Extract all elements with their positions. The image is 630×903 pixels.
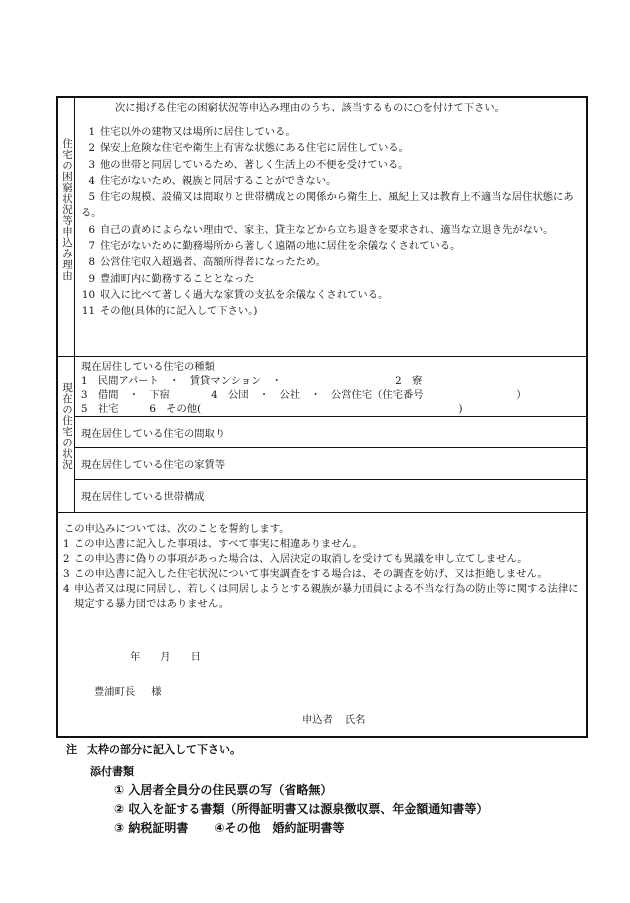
applicant-label: 申込者 bbox=[302, 714, 333, 726]
reasons-body[interactable] bbox=[75, 98, 586, 356]
pledge-item: 2 この申込書に偽りの事項があった場合は、入居決定の取消しを受けても異議を申し立てしません。 bbox=[63, 553, 528, 565]
list-item[interactable]: 7 住宅がないために勤務場所から著しく遠隔の地に居住を余儀なくされている。 bbox=[88, 240, 461, 253]
housing-body bbox=[75, 356, 586, 512]
pledge-item: 1 この申込書に記入した事項は、すべて事実に相違ありません。 bbox=[63, 538, 363, 550]
reasons-label: 住宅の困窮状況等申込み理由 bbox=[61, 138, 73, 281]
list-item[interactable]: 1 住宅以外の建物又は場所に居住している。 bbox=[88, 126, 296, 138]
list-item[interactable]: 10 収入に比べて著しく過大な家賃の支払を余儀なくされている。 bbox=[81, 288, 389, 301]
list-item[interactable]: 3 他の世帯と同居しているため、著しく生活上の不便を受けている。 bbox=[88, 158, 409, 171]
name-label: 氏名 bbox=[344, 714, 366, 726]
attachment-item bbox=[114, 819, 345, 836]
application-form bbox=[56, 96, 588, 738]
layout-row[interactable] bbox=[75, 417, 586, 448]
pledge-item: 4 申込者又は現に同居し、若しくは同居しようとする親族が暴力団員による不当な行為の防止等に関する法律に規定する暴力団ではありません。 bbox=[63, 583, 579, 610]
housing-type-options-1[interactable]: 1 民間アパート ・ 賃貸マンション ・ 2 寮 bbox=[81, 375, 423, 387]
reasons-label-cell bbox=[58, 98, 75, 356]
rent-row[interactable] bbox=[75, 448, 586, 480]
pledge-text bbox=[60, 522, 580, 612]
layout-label: 現在居住している住宅の間取り bbox=[81, 428, 226, 440]
mayor-label: 豊浦町長 bbox=[94, 686, 136, 698]
note-line bbox=[66, 741, 241, 757]
list-item[interactable]: 6 自己の責めによらない理由で、家主、貸主などから立ち退きを要求され、適当な立退き先がない。 bbox=[88, 223, 554, 236]
applicant-name-line[interactable] bbox=[302, 711, 365, 726]
housing-label-cell bbox=[58, 356, 75, 512]
list-item[interactable]: 9 豊浦町内に勤務することとなった bbox=[88, 272, 255, 285]
attachment-item: ② 収入を証する書類（所得証明書又は源泉徴収票、年金額通知書等） bbox=[114, 802, 489, 816]
housing-section bbox=[58, 356, 586, 513]
pledge-item: 3 この申込書に記入した住宅状況について事実調査をする場合は、その調査を妨げ、又は拒絶しません。 bbox=[63, 568, 548, 580]
housing-type-row[interactable] bbox=[75, 356, 586, 417]
reasons-section bbox=[58, 98, 586, 357]
note-mark: 注 bbox=[66, 743, 77, 756]
month-label: 月 bbox=[160, 651, 171, 663]
housing-label: 現在の住宅の状況 bbox=[61, 382, 73, 470]
attachment-tax: ③ 納税証明書 bbox=[114, 821, 189, 835]
year-label: 年 bbox=[130, 651, 141, 663]
pledge-section bbox=[58, 512, 586, 736]
list-item[interactable]: 11 その他(具体的に記入して下さい。) bbox=[81, 305, 258, 318]
attachments-title: 添付書類 bbox=[90, 765, 134, 778]
attachment-item: ① 入居者全員分の住民票の写（省略無） bbox=[114, 783, 333, 797]
date-line[interactable] bbox=[130, 648, 221, 663]
household-label: 現在居住している世帯構成 bbox=[81, 491, 205, 503]
reasons-intro: 次に掲げる住宅の困窮状況等申込み理由のうち、該当するものに○を付けて下さい。 bbox=[115, 102, 505, 114]
housing-type-options-2[interactable]: 3 借間 ・ 下宿 4 公団 ・ 公社 ・ 公営住宅（住宅番号 ） bbox=[81, 389, 527, 401]
addressee bbox=[94, 683, 161, 698]
list-item[interactable]: 2 保安上危険な住宅や衛生上有害な状態にある住宅に居住している。 bbox=[88, 142, 409, 155]
rent-label: 現在居住している住宅の家賃等 bbox=[81, 459, 226, 471]
attachment-other: ④その他 婚約証明書等 bbox=[214, 821, 345, 835]
household-row[interactable] bbox=[75, 480, 586, 512]
housing-type-options-3[interactable]: 5 社宅 6 その他( ) bbox=[81, 403, 463, 415]
pledge-head: この申込みについては、次のことを誓約します。 bbox=[64, 523, 290, 535]
list-item[interactable]: 8 公営住宅収入超過者、高額所得者になったため。 bbox=[88, 256, 327, 269]
housing-type-title: 現在居住している住宅の種類 bbox=[81, 361, 215, 373]
note-text: 太枠の部分に記入して下さい。 bbox=[87, 743, 241, 756]
honorific: 様 bbox=[151, 686, 162, 698]
list-item[interactable]: 5 住宅の規模、設備又は間取りと世帯構成との関係から衛生上、風紀上又は教育上不適当な居住状態にある。 bbox=[81, 191, 574, 220]
list-item[interactable]: 4 住宅がないため、親族と同居することができない。 bbox=[88, 174, 337, 187]
day-label: 日 bbox=[190, 651, 201, 663]
reasons-list bbox=[81, 124, 582, 320]
